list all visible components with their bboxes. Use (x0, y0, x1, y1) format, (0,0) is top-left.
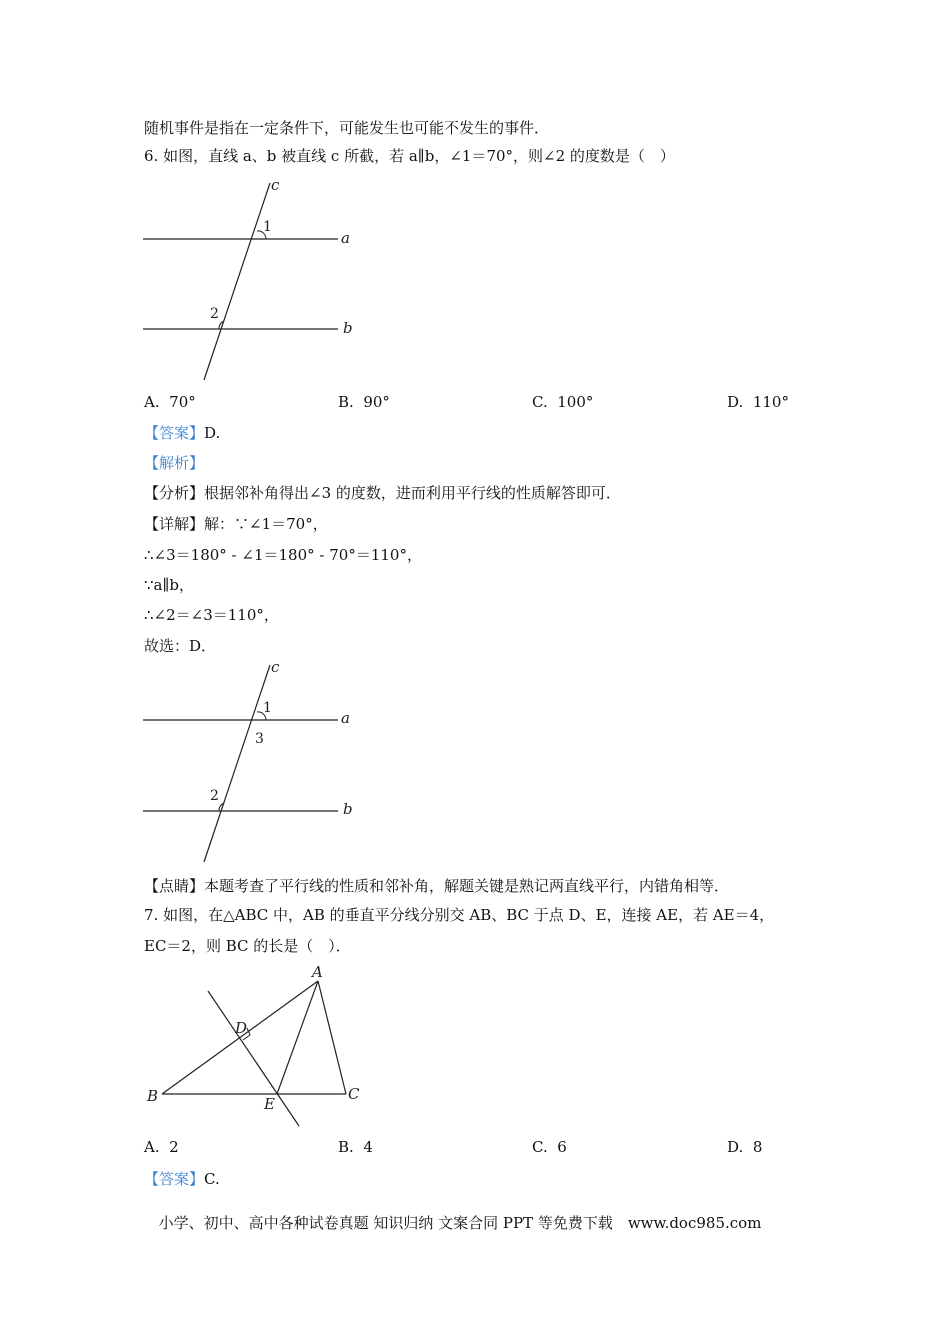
label-1: 1 (263, 219, 272, 235)
q7-choice-b: B. 4 (338, 1138, 373, 1156)
label-3: 3 (255, 731, 264, 747)
label-1: 1 (263, 700, 272, 716)
label-c: c (271, 176, 280, 194)
q6-solution-figure (140, 657, 370, 867)
question-6-stem: 6. 如图，直线 a、b 被直线 c 所截，若 a∥b，∠1＝70°，则∠2 的度数是（ ） (144, 147, 675, 165)
question-7-stem-line1: 7. 如图，在△ABC 中，AB 的垂直平分线分别交 AB、BC 于点 D、E，连接 AE，若 AE＝4， (144, 906, 775, 924)
label-c: c (271, 658, 280, 676)
label-b: b (343, 800, 353, 818)
q7-answer: 【答案】C. (144, 1170, 220, 1188)
q6-detail-5: 故选：D． (144, 637, 217, 655)
label-2: 2 (210, 788, 219, 804)
q7-choice-a: A. 2 (144, 1138, 179, 1156)
label-B: B (147, 1087, 159, 1105)
label-D: D (235, 1019, 248, 1037)
q6-answer: 【答案】D. (144, 424, 221, 442)
q6-choice-c: C. 100° (532, 393, 594, 411)
label-a: a (341, 229, 350, 247)
label-2: 2 (210, 306, 219, 322)
q6-choice-d: D. 110° (727, 393, 789, 411)
q6-dianjing: 【点睛】本题考查了平行线的性质和邻补角，解题关键是熟记两直线平行，内错角相等． (144, 877, 730, 895)
q6-detail-3: ∵a∥b， (144, 576, 195, 594)
label-A: A (312, 963, 323, 981)
label-a: a (341, 709, 350, 727)
q6-detail-4: ∴∠2＝∠3＝110°， (144, 606, 279, 624)
q6-detail-2: ∴∠3＝180° - ∠1＝180° - 70°＝110°， (144, 546, 422, 564)
q6-fenxi: 【分析】根据邻补角得出∠3 的度数，进而利用平行线的性质解答即可． (144, 484, 621, 502)
q6-choice-a: A. 70° (144, 393, 196, 411)
label-E: E (264, 1095, 275, 1113)
q7-choice-d: D. 8 (727, 1138, 763, 1156)
q6-figure (140, 175, 370, 385)
q6-analysis-label: 【解析】 (144, 454, 205, 472)
label-b: b (343, 319, 353, 337)
q7-choice-c: C. 6 (532, 1138, 567, 1156)
q6-choice-b: B. 90° (338, 393, 390, 411)
q6-detail: 【详解】解：∵∠1＝70°， (144, 515, 328, 533)
page-footer: 小学、初中、高中各种试卷真题 知识归纳 文案合同 PPT 等免费下载 www.doc985.com (158, 1214, 762, 1232)
question-7-stem-line2: EC＝2，则 BC 的长是（ ）． (144, 937, 351, 955)
intro-text: 随机事件是指在一定条件下，可能发生也可能不发生的事件． (144, 119, 550, 137)
label-C: C (348, 1085, 360, 1103)
q7-figure (140, 960, 380, 1135)
